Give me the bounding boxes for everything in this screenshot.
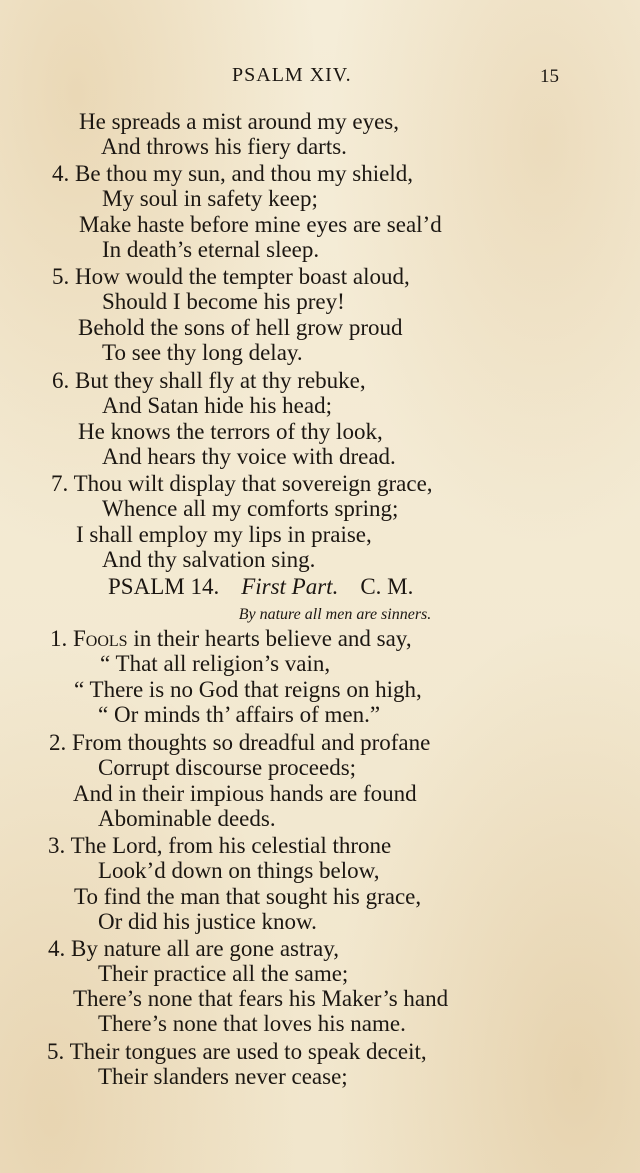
verse-line: And in their impious hands are found [73,781,417,806]
verse-line: There’s none that fears his Maker’s hand [73,986,449,1011]
verse-line: Whence all my comforts spring; [102,496,399,521]
verse-line: To find the man that sought his grace, [74,884,422,909]
verse-line: I shall employ my lips in praise, [76,522,372,547]
verse-line: 4. Be thou my sun, and thou my shield, [52,161,413,186]
psalm-subtitle: By nature all men are sinners. [238,606,432,623]
verse-line: Look’d down on things below, [98,858,380,883]
verse-line: 3. The Lord, from his celestial throne [48,833,392,858]
verse-line: Abominable deeds. [98,806,276,831]
verse-line: “ Or minds th’ affairs of men.” [98,702,381,727]
verse-line: He knows the terrors of thy look, [78,419,383,444]
psalm-title: PSALM 14. [108,574,220,599]
verse-line: And hears thy voice with dread. [102,444,396,469]
verse-line: To see thy long delay. [102,340,303,365]
verse-number: 1. [50,626,68,651]
verse-line: Behold the sons of hell grow proud [78,315,403,340]
verse-number: 4. [52,161,70,186]
verse-line: Their practice all the same; [98,961,349,986]
page-header [0,64,640,96]
verse-line: And throws his fiery darts. [101,134,347,159]
verse-number: 4. [48,936,66,961]
verse-line: Their slanders never cease; [98,1064,348,1089]
verse-number: 2. [49,730,67,755]
verse-line: “ That all religion’s vain, [100,651,331,676]
verse-line: Or did his justice know. [98,909,317,934]
verse-line: In death’s eternal sleep. [102,237,320,262]
verse-number: 5. [52,264,70,289]
verse-line: 6. But they shall fly at thy rebuke, [52,368,366,393]
page-number: 15 [540,66,559,87]
verse-line: Corrupt discourse proceeds; [98,755,357,780]
verse-line: And Satan hide his head; [102,393,332,418]
verse-line: 7. Thou wilt display that sovereign grace, [51,471,433,496]
verse-number: 3. [48,833,66,858]
verse-line: Make haste before mine eyes are seal’d [79,212,442,237]
verse-line: “ There is no God that reigns on high, [74,677,422,702]
psalm-meter: C. M. [360,574,414,599]
verse-line: 5. Their tongues are used to speak deceit, [47,1039,427,1064]
verse-line: My soul in safety keep; [102,186,318,211]
psalm-part: First Part. [241,574,339,599]
verse-number: 5. [47,1039,65,1064]
verse-line: There’s none that loves his name. [98,1011,406,1036]
verse-line: 5. How would the tempter boast aloud, [52,264,410,289]
psalm-heading [108,574,413,600]
verse-line: And thy salvation sing. [102,547,316,572]
verse-line: 4. By nature all are gone astray, [48,936,340,961]
verse-line: He spreads a mist around my eyes, [79,109,400,134]
verse-line: Should I become his prey! [102,289,345,314]
verse-number: 7. [51,471,69,496]
verse-line: 2. From thoughts so dreadful and profane [49,730,431,755]
running-title: PSALM XIV. [232,64,352,86]
verse-line: 1. Fools in their hearts believe and say, [50,626,412,651]
verse-number: 6. [52,368,70,393]
